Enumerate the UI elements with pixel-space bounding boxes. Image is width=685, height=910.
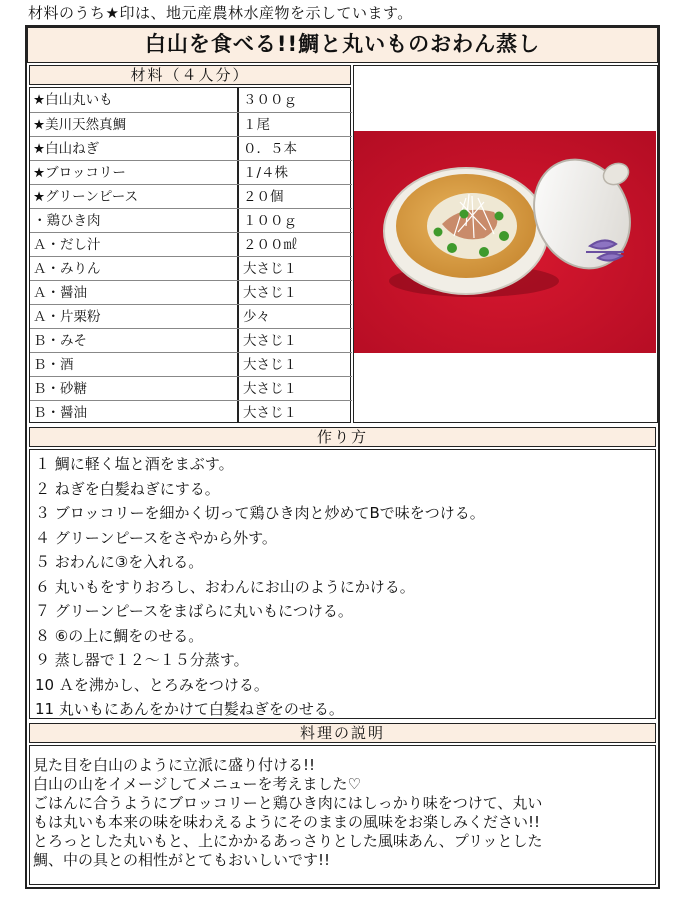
ingredient-name: Ａ・だし汁 — [33, 237, 101, 253]
ingredient-row — [30, 88, 352, 112]
ingredient-name: ★白山丸いも — [33, 92, 113, 108]
ingredient-name: Ａ・醤油 — [33, 285, 87, 301]
step-item: ５ おわんに③を入れる。 — [35, 553, 204, 571]
ingredient-row — [30, 136, 352, 161]
ingredient-row — [30, 352, 352, 377]
ingredient-amount: 大さじ１ — [243, 285, 297, 301]
steps-panel — [29, 449, 656, 719]
ingredient-name: Ｂ・酒 — [33, 357, 74, 373]
step-item: ６ 丸いもをすりおろし、おわんにお山のようにかける。 — [35, 577, 415, 596]
step-item: ８ ⑥の上に鯛をのせる。 — [35, 626, 204, 645]
step-item: ４ グリーンピースをさやから外す。 — [35, 528, 277, 547]
ingredient-amount: １尾 — [243, 117, 270, 133]
recipe-title: 白山を食べる!!鯛と丸いものおわん蒸し — [27, 27, 658, 63]
ingredient-name: Ａ・片栗粉 — [33, 309, 101, 325]
step-item: ２ ねぎを白髪ねぎにする。 — [35, 479, 220, 498]
photo-panel — [353, 65, 658, 423]
steps-header: 作り方 — [29, 427, 656, 447]
description-line: とろっとした丸いもと、上にかかるあっさりとした風味あん、プリッとした — [33, 832, 543, 850]
ingredient-amount: ３００ｇ — [243, 92, 297, 108]
ingredient-name: Ｂ・砂糖 — [33, 381, 87, 397]
ingredient-amount: ２０個 — [243, 189, 284, 205]
ingredient-row — [30, 184, 352, 209]
ingredient-name: Ｂ・みそ — [33, 333, 87, 349]
ingredient-name: ★美川天然真鯛 — [33, 117, 127, 133]
ingredient-name: ★ブロッコリー — [33, 165, 126, 181]
ingredient-amount: ０．５本 — [243, 141, 297, 157]
ingredient-row — [30, 232, 352, 257]
ingredient-row — [30, 328, 352, 353]
description-line: 白山の山をイメージしてメニューを考えました♡ — [33, 775, 361, 793]
ingredients-header: 材料（４人分） — [29, 65, 351, 85]
ingredient-amount: １００ｇ — [243, 213, 297, 229]
description-panel — [29, 745, 656, 885]
step-item: ７ グリーンピースをまばらに丸いもにつける。 — [35, 602, 353, 620]
ingredient-row — [30, 112, 352, 137]
ingredient-row — [30, 304, 352, 329]
ingredient-name: Ｂ・醤油 — [33, 405, 87, 421]
description-line: 見た目を白山のように立派に盛り付ける!! — [33, 756, 316, 774]
step-item: 10 Ａを沸かし、とろみをつける。 — [35, 675, 269, 694]
ingredient-name: Ａ・みりん — [33, 261, 101, 277]
ingredient-row — [30, 400, 352, 425]
ingredient-amount: ２００㎖ — [243, 237, 297, 253]
ingredient-amount: １/４株 — [243, 165, 289, 181]
ingredients-table — [29, 87, 351, 423]
ingredient-amount: 大さじ１ — [243, 405, 297, 421]
ingredient-name: ・鶏ひき肉 — [33, 213, 101, 229]
step-item: ３ ブロッコリーを細かく切って鶏ひき肉と炒めてBで味をつける。 — [35, 504, 485, 522]
description-line: もは丸いも本来の味を味わえるようにそのままの風味をお楽しみください!! — [33, 813, 541, 831]
ingredient-name: ★白山ねぎ — [33, 141, 100, 157]
ingredient-amount: 少々 — [243, 309, 270, 325]
step-item: 11 丸いもにあんをかけて白髪ねぎをのせる。 — [35, 700, 344, 718]
step-item: ９ 蒸し器で１２～１５分蒸す。 — [35, 651, 249, 669]
ingredient-amount: 大さじ１ — [243, 357, 297, 373]
ingredient-name: ★グリーンピース — [33, 189, 139, 205]
ingredient-row — [30, 256, 352, 281]
local-produce-note: 材料のうち★印は、地元産農林水産物を示しています。 — [28, 4, 413, 22]
ingredient-row — [30, 280, 352, 305]
step-item: １ 鯛に軽く塩と酒をまぶす。 — [35, 455, 234, 473]
dish-photo — [354, 66, 656, 421]
description-line: ごはんに合うようにブロッコリーと鶏ひき肉にはしっかり味をつけて、丸い — [33, 794, 543, 812]
description-line: 鯛、中の具との相性がとてもおいしいです!! — [33, 851, 331, 869]
ingredient-amount: 大さじ１ — [243, 333, 297, 349]
ingredient-row — [30, 208, 352, 233]
ingredient-row — [30, 160, 352, 185]
description-header: 料理の説明 — [29, 723, 656, 743]
ingredient-amount: 大さじ１ — [243, 381, 297, 397]
ingredient-amount: 大さじ１ — [243, 261, 297, 277]
ingredient-row — [30, 376, 352, 401]
